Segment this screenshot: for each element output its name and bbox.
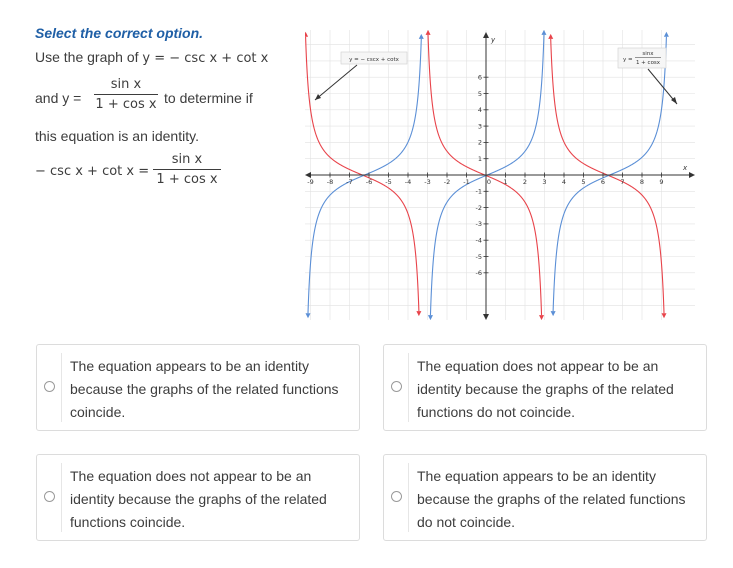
y-tick-label: 5: [477, 89, 482, 98]
blue-curve-arrowhead: [305, 313, 310, 318]
blue-curve-arrowhead: [541, 30, 546, 35]
graph-canvas: [305, 30, 695, 320]
legend-left-arrowhead: [315, 94, 321, 100]
blue-curve-arrowhead: [551, 311, 556, 316]
option-c[interactable]: [36, 454, 360, 541]
legend-left-text: y = − cscx + cotx: [349, 57, 399, 63]
x-tick-label: 7: [620, 178, 625, 186]
option-d[interactable]: [383, 454, 707, 541]
x-axis-arrow-right: [689, 172, 695, 178]
y-tick-label: 2: [477, 138, 482, 147]
y-axis-arrow-top: [483, 32, 489, 38]
question-line-1: [35, 49, 268, 66]
question-fraction-num: sin x: [110, 77, 142, 92]
x-tick-label: -8: [326, 178, 334, 186]
question-line-2-label: and y =: [35, 90, 82, 106]
red-curve-arrowhead: [426, 30, 431, 35]
option-c-radio[interactable]: [44, 491, 55, 502]
question-line-3: this equation is an identity.: [35, 128, 199, 144]
x-tick-label: -9: [307, 178, 314, 186]
question-line-1-prefix: Use the graph of: [35, 49, 143, 65]
y-tick-label: 1: [477, 155, 482, 163]
x-tick-label: -4: [404, 178, 412, 186]
y-tick-label: -2: [475, 203, 482, 212]
equation-fraction-num: sin x: [171, 152, 203, 167]
option-c-divider: [61, 463, 62, 532]
y-tick-label: -1: [475, 187, 482, 196]
option-a-divider: [61, 353, 62, 422]
question-fraction-den: 1 + cos x: [95, 97, 157, 112]
y-tick-label: 4: [477, 106, 482, 115]
x-tick-label: 8: [639, 178, 645, 186]
legend-right-prefix: y =: [623, 57, 633, 63]
x-tick-label: 6: [600, 178, 606, 186]
question-line-2-prefix: [35, 90, 81, 106]
x-axis-label: x: [683, 164, 688, 172]
option-a-radio[interactable]: [44, 381, 55, 392]
legend-right-den: 1 + cosx: [635, 60, 661, 66]
option-d-divider: [408, 463, 409, 532]
red-curve-arrowhead: [416, 311, 421, 316]
x-tick-label: -6: [365, 178, 373, 186]
blue-curve: [553, 37, 666, 311]
x-tick-label: 2: [522, 178, 528, 186]
blue-curve-arrowhead: [428, 315, 433, 320]
option-d-text: The equation appears to be an identity because the graphs of the related functions do not coincide.: [417, 468, 686, 530]
x-tick-label: 3: [542, 178, 547, 186]
red-curve-arrowhead: [305, 32, 308, 37]
x-tick-label: -5: [385, 178, 392, 186]
question-line-2-suffix: to determine if: [164, 90, 253, 106]
y-tick-label: 6: [477, 73, 482, 82]
x-tick-label: 1: [503, 178, 508, 186]
y-tick-label: -5: [475, 252, 482, 261]
red-curve-arrowhead: [662, 313, 667, 318]
y-tick-label: -3: [475, 220, 482, 229]
x-tick-label: 0: [486, 178, 492, 186]
y-tick-label: -4: [475, 236, 482, 245]
equation-fraction-den: 1 + cos x: [156, 172, 218, 187]
x-tick-label: -7: [346, 178, 353, 186]
option-a-text: The equation appears to be an identity because the graphs of the related functions coincide.: [70, 358, 339, 420]
blue-curve-arrowhead: [419, 34, 424, 39]
option-d-radio[interactable]: [391, 491, 402, 502]
y-axis-label: y: [491, 36, 496, 44]
equation-lhs: − csc x + cot x =: [35, 164, 150, 179]
option-b-text: The equation does not appear to be an identity because the graphs of the related functions do not coincide.: [417, 358, 674, 420]
option-b[interactable]: [383, 344, 707, 431]
legend-left-arrow: [315, 65, 357, 100]
option-a[interactable]: [36, 344, 360, 431]
x-tick-label: -2: [443, 178, 451, 186]
question-fraction: [94, 77, 158, 112]
blue-curve-arrowhead: [664, 32, 669, 37]
y-tick-label: -6: [475, 269, 482, 278]
y-tick-label: 3: [477, 122, 482, 131]
red-curve: [306, 37, 419, 311]
equation-fraction: [153, 152, 221, 187]
x-tick-label: -1: [463, 178, 470, 186]
option-c-text: The equation does not appear to be an identity because the graphs of the related functions coincide.: [70, 468, 327, 530]
question-line-1-expr: y = − csc x + cot x: [142, 51, 269, 66]
x-tick-label: -3: [424, 178, 431, 186]
legend-right-num: sinx: [642, 51, 654, 57]
option-b-divider: [408, 353, 409, 422]
x-tick-label: 9: [659, 178, 664, 186]
option-b-radio[interactable]: [391, 381, 402, 392]
y-axis-arrow-bottom: [483, 314, 489, 320]
red-curve-arrowhead: [539, 315, 544, 320]
x-tick-label: 5: [581, 178, 586, 186]
question-title: Select the correct option.: [35, 25, 204, 41]
x-tick-label: 4: [561, 178, 567, 186]
red-curve-arrowhead: [548, 34, 553, 39]
function-graph: [305, 30, 695, 320]
